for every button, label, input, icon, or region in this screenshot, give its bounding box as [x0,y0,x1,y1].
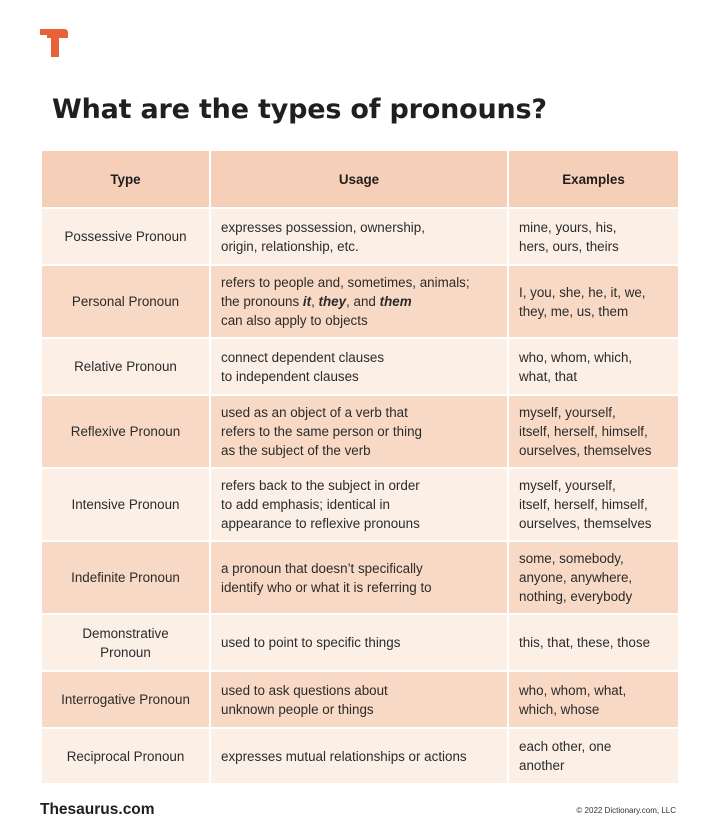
examples-text: I, you, she, he, it, we, [519,284,646,300]
type-label: Possessive Pronoun [64,229,187,244]
table-row [42,729,678,785]
examples-text: what, that [519,368,578,384]
type-label: Pronoun [100,644,151,660]
thesaurus-t-logo-icon [38,26,70,60]
examples-cell [509,615,678,672]
header-usage: Usage [211,151,509,209]
examples-text: myself, yourself, [519,405,616,420]
type-cell [42,266,211,339]
type-cell [42,542,211,615]
type-cell [42,209,211,266]
table-row [42,615,678,672]
type-label: Interrogative Pronoun [61,692,190,707]
header-examples: Examples [509,151,678,209]
examples-text: another [519,758,565,773]
examples-text: itself, herself, himself, [519,497,648,512]
usage-cell [211,469,509,542]
examples-text: anyone, anywhere, [519,570,633,585]
table-header-row [42,151,678,209]
examples-text: hers, ours, theirs [519,238,619,254]
usage-cell [211,339,509,396]
examples-cell [509,209,678,266]
pronoun-they-emphasis: they [318,294,347,309]
type-cell [42,615,211,672]
type-label: Indefinite Pronoun [71,570,180,585]
table-row [42,542,678,615]
usage-text: refers to people and, sometimes, animals; [221,275,470,290]
type-label: Intensive Pronoun [71,497,180,512]
examples-cell [509,672,678,729]
usage-text: used to point to specific things [221,635,401,650]
usage-text-part: the pronouns [221,294,303,309]
type-cell [42,396,211,469]
examples-text: who, whom, what, [519,682,627,698]
examples-text: who, whom, which, [519,349,633,365]
usage-text: can also apply to objects [221,313,368,328]
type-label: Relative Pronoun [74,359,177,374]
pronoun-it-emphasis: it [302,294,312,309]
table-row [42,672,678,729]
examples-text: nothing, everybody [519,589,633,604]
usage-text-part: , [311,294,319,309]
examples-text: myself, yourself, [519,478,616,493]
usage-text-part: , and [346,294,380,309]
examples-text: they, me, us, them [519,303,629,319]
examples-cell [509,339,678,396]
table-row [42,209,678,266]
examples-cell [509,469,678,542]
pronoun-them-emphasis: them [379,294,412,309]
usage-text: origin, relationship, etc. [221,238,359,254]
table-row [42,396,678,469]
usage-text: used as an object of a verb that [221,405,408,420]
examples-cell [509,266,678,339]
usage-text: refers back to the subject in order [221,478,420,493]
usage-text: identify who or what it is referring to [221,579,432,595]
examples-cell [509,542,678,615]
usage-text: as the subject of the verb [221,443,371,458]
table-row [42,469,678,542]
header-type: Type [42,151,211,209]
type-cell [42,672,211,729]
usage-cell [211,672,509,729]
examples-text: itself, herself, himself, [519,424,648,439]
table-row [42,266,678,339]
usage-text: to add emphasis; identical in [221,497,390,512]
usage-text: unknown people or things [221,701,374,717]
examples-text: ourselves, themselves [519,443,652,458]
usage-text: appearance to reflexive pronouns [221,516,420,531]
examples-text: mine, yours, his, [519,219,617,235]
examples-cell [509,396,678,469]
examples-text: this, that, these, those [519,635,651,650]
usage-text: expresses mutual relationships or actions [221,748,467,764]
page-title: What are the types of pronouns? [52,94,547,125]
type-cell [42,469,211,542]
usage-text: used to ask questions about [221,682,388,698]
usage-cell [211,729,509,785]
footer-brand: Thesaurus.com [40,801,155,818]
type-label: Reciprocal Pronoun [66,748,185,764]
usage-text: to independent clauses [221,368,359,384]
usage-text: expresses possession, ownership, [221,219,425,235]
usage-cell [211,615,509,672]
type-cell [42,339,211,396]
type-label: Personal Pronoun [71,294,180,309]
examples-text: which, whose [519,701,600,717]
type-cell [42,729,211,785]
usage-cell [211,396,509,469]
usage-cell [211,209,509,266]
examples-text: some, somebody, [519,551,624,566]
examples-cell [509,729,678,785]
usage-text: a pronoun that doesn’t specifically [221,560,423,576]
examples-text: each other, one [519,739,612,754]
type-label: Reflexive Pronoun [70,424,181,439]
type-label: Demonstrative [82,625,169,641]
usage-cell [211,266,509,339]
footer-copyright: © 2022 Dictionary.com, LLC [576,806,676,815]
usage-cell [211,542,509,615]
usage-text: connect dependent clauses [221,349,385,365]
usage-text: refers to the same person or thing [221,424,422,439]
table-row [42,339,678,396]
usage-text [221,292,497,311]
examples-text: ourselves, themselves [519,516,652,531]
pronoun-types-table [42,151,678,785]
